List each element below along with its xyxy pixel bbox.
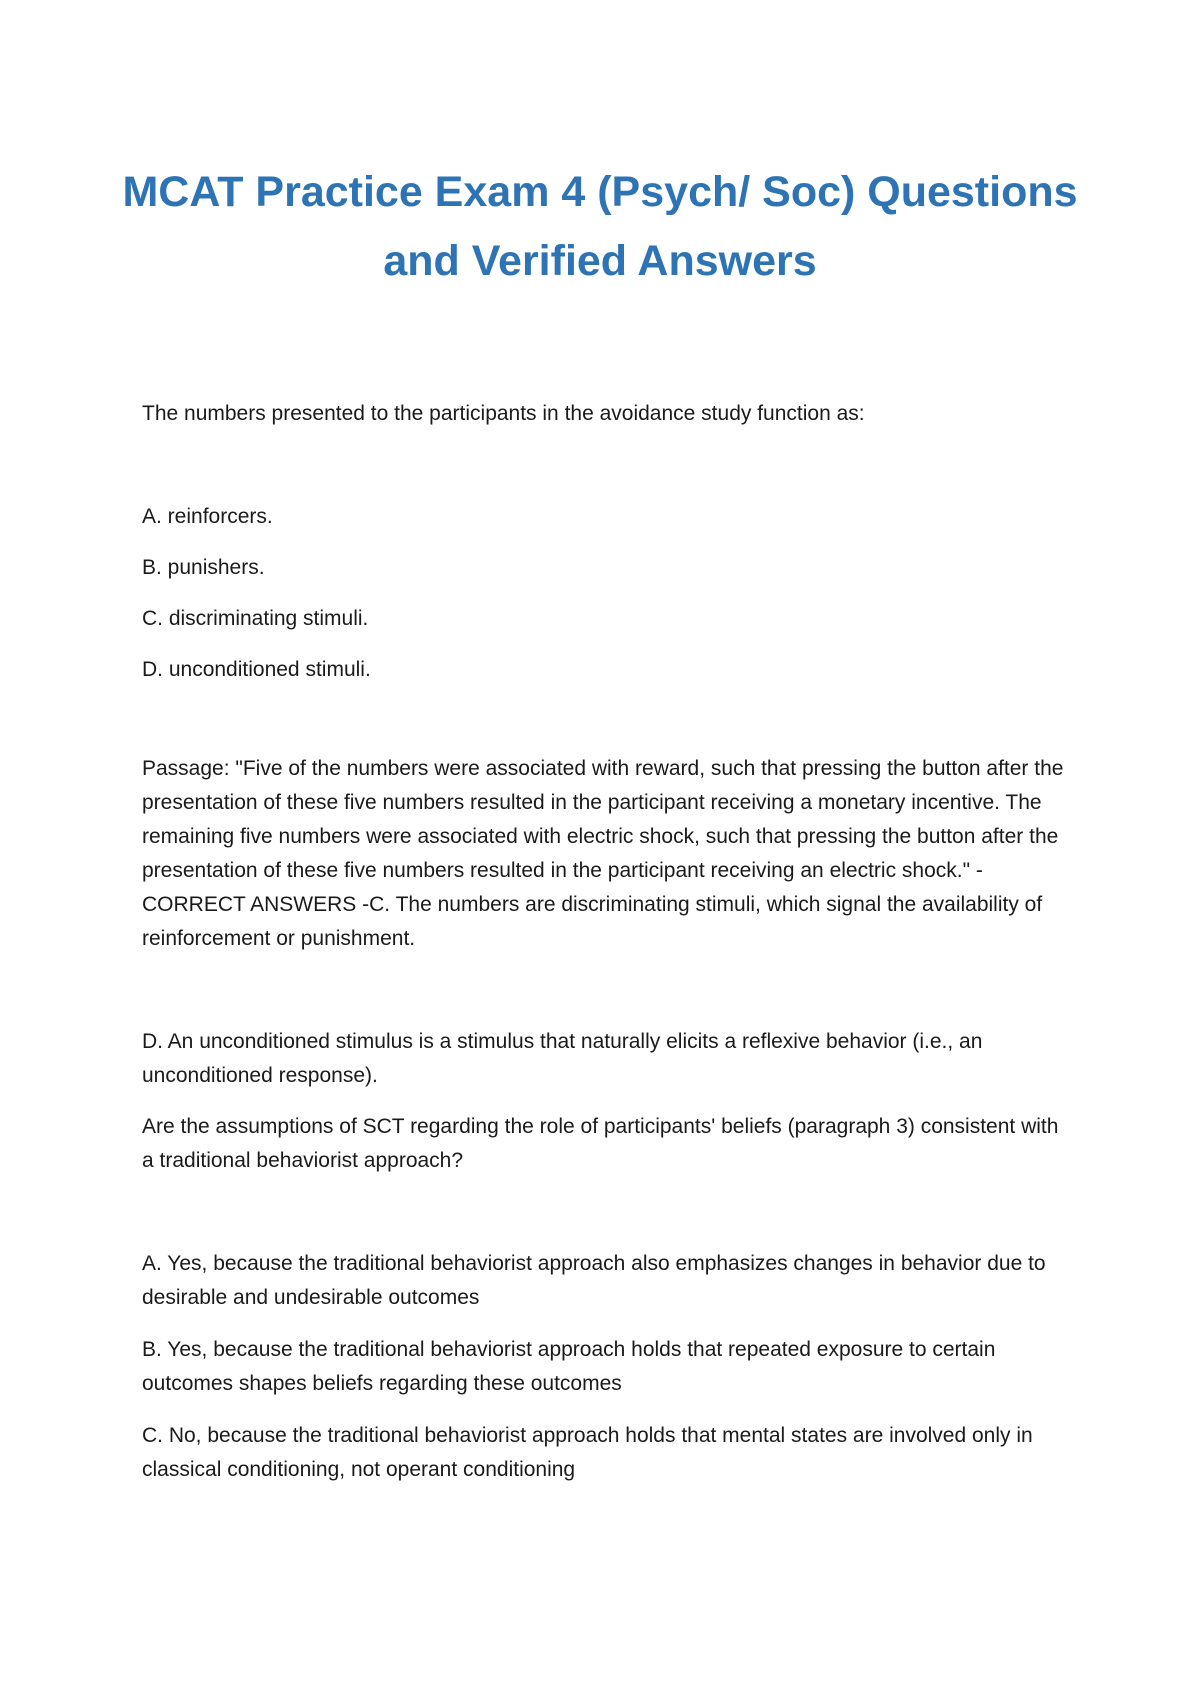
question-2-option-a: A. Yes, because the traditional behaviorist approach also emphasizes changes in behavior due to desirable and undesirable outcomes [142,1252,1046,1309]
question-1-prompt: The numbers presented to the participants in the avoidance study function as: [142,402,865,425]
question-1-option-c: C. discriminating stimuli. [142,607,369,630]
question-1-option-d: D. unconditioned stimuli. [142,658,371,681]
question-2-prompt: Are the assumptions of SCT regarding the role of participants' beliefs (paragraph 3) consistent with a traditional behaviorist approach? [142,1115,1059,1172]
question-2-option-c: C. No, because the traditional behaviorist approach holds that mental states are involved only in classical conditioning, not operant conditioning [142,1424,1033,1481]
question-1-option-b: B. punishers. [142,556,265,579]
question-2-option-b: B. Yes, because the traditional behaviorist approach holds that repeated exposure to certain outcomes shapes beliefs regarding these outcomes [142,1338,996,1395]
question-1-answer: Passage: "Five of the numbers were associated with reward, such that pressing the button after the presentation of these five numbers resulted in the participant receiving a monetary incentive. The remaining five numbers were associated with electric shock, such that pressing the button after the presentation of these five numbers resulted in the participant receiving an electric shock." - CORRECT ANSWERS -C. The numbers are discriminating stimuli, which signal the availability of reinforcement or punishment. [142,757,1064,950]
question-1-explanation-d: D. An unconditioned stimulus is a stimulus that naturally elicits a reflexive behavior (i.e., an unconditioned response). [142,1030,983,1087]
question-1-option-a: A. reinforcers. [142,505,273,528]
document-title: MCAT Practice Exam 4 (Psych/ Soc) Questions and Verified Answers [122,168,1078,285]
